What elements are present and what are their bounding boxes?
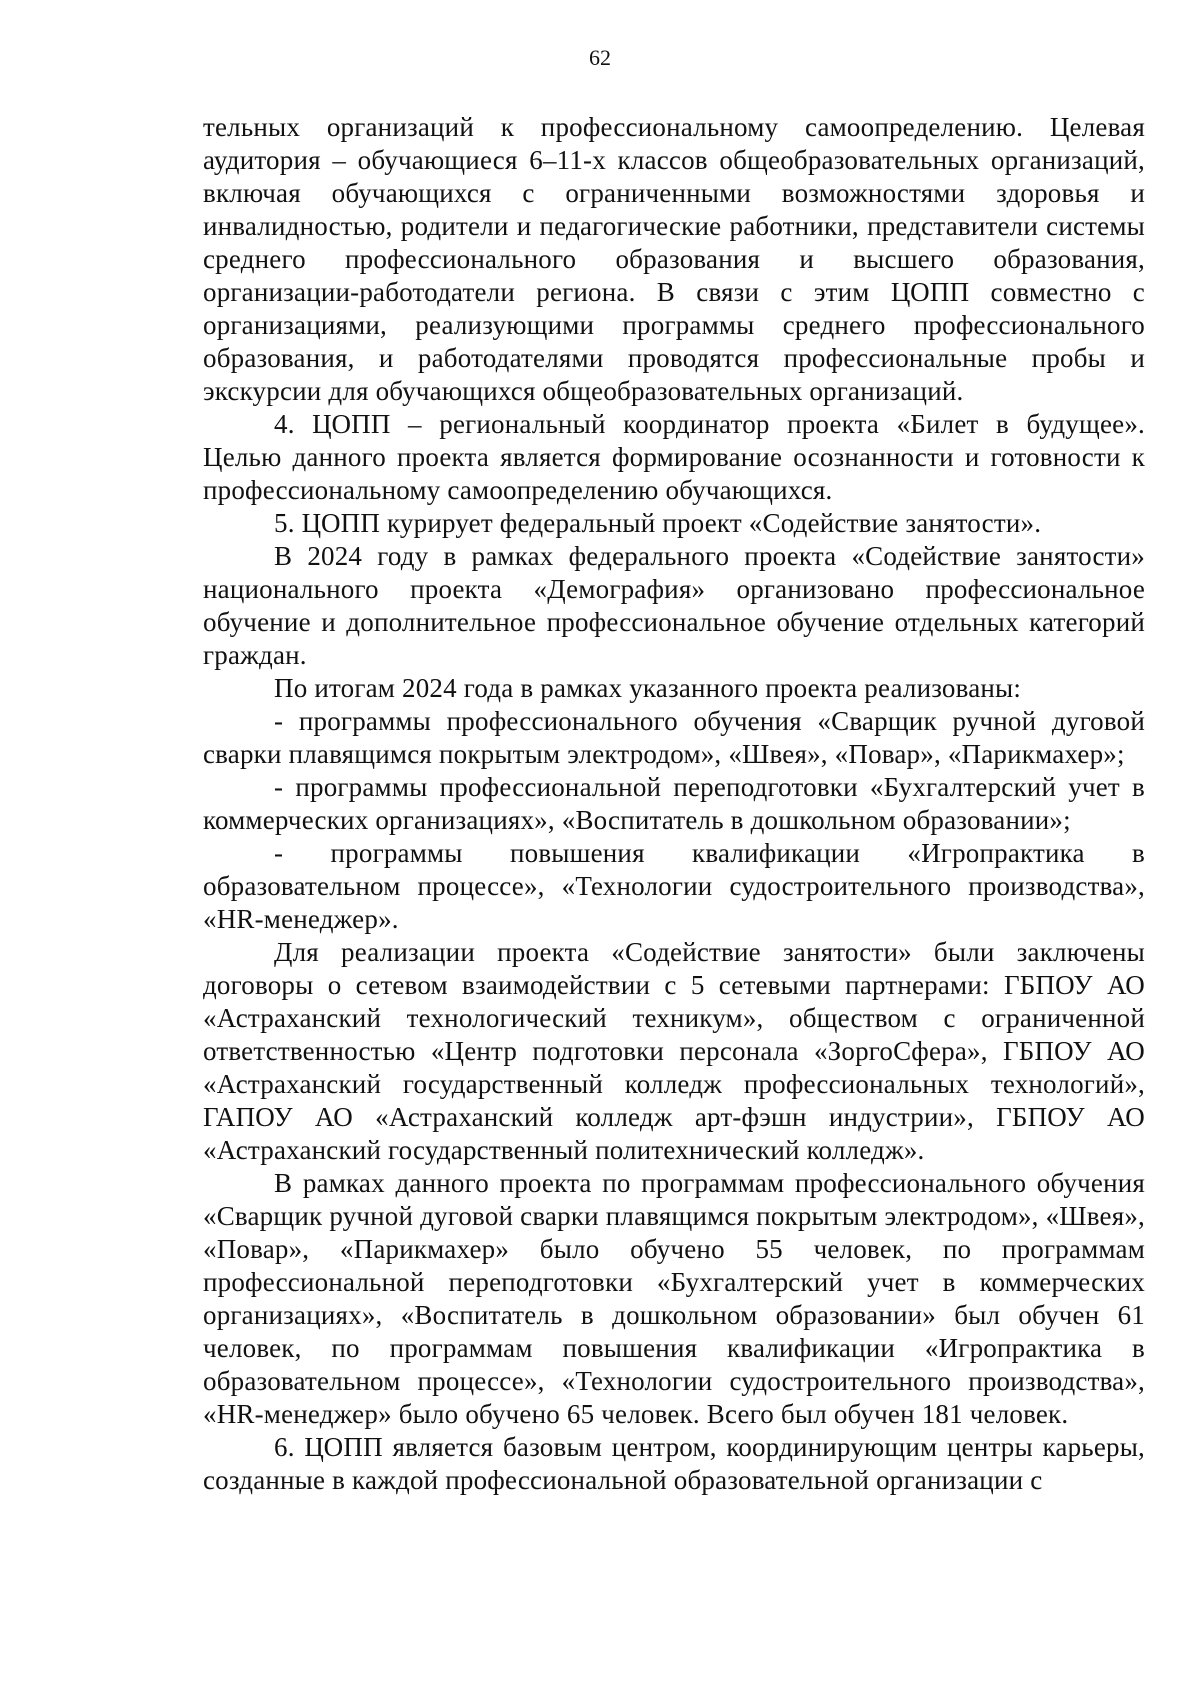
body-text — [203, 111, 1145, 1497]
paragraph-continuation: тельных организаций к профессиональному самоопределению. Целевая аудитория – обучающиеся 6–11-х классов общеобразовательных организаций, включая обучающихся с ограниченными возможностями здоровья и инвалидностью, родители и педагогические работники, представители системы среднего профессионального образования и высшего образования, организации-работодатели региона. В связи с этим ЦОПП совместно с организациями, реализующими программы среднего профессионального образования, и работодателями проводятся профессиональные пробы и экскурсии для обучающихся общеобразовательных организаций. — [203, 112, 1145, 406]
page-number: 62 — [589, 45, 611, 70]
list-item-qualification-programs: - программы повышения квалификации «Игропрактика в образовательном процессе», «Технологии судостроительного производства», «HR-менеджер». — [203, 838, 1145, 934]
paragraph-results-intro: По итогам 2024 года в рамках указанного проекта реализованы: — [274, 673, 1022, 703]
paragraph-training-totals: В рамках данного проекта по программам профессионального обучения «Сварщик ручной дуговой сварки плавящимся покрытым электродом», «Швея», «Повар», «Парикмахер» было обучено 55 человек, по программам профессиональной переподготовки «Бухгалтерский учет в коммерческих организациях», «Воспитатель в дошкольном образовании» был обучен 61 человек, по программам повышения квалификации «Игропрактика в образовательном процессе», «Технологии судостроительного производства», «HR-менеджер» было обучено 65 человек. Всего был обучен 181 человек. — [203, 1168, 1145, 1429]
paragraph-item-4: 4. ЦОПП – региональный координатор проекта «Билет в будущее». Целью данного проекта является формирование осознанности и готовности к профессиональному самоопределению обучающихся. — [203, 409, 1145, 505]
list-item-retraining-programs: - программы профессиональной переподготовки «Бухгалтерский учет в коммерческих организациях», «Воспитатель в дошкольном образовании»; — [203, 772, 1145, 835]
paragraph-2024-project: В 2024 году в рамках федерального проекта «Содействие занятости» национального проекта «Демография» организовано профессиональное обучение и дополнительное профессиональное обучение отдельных категорий граждан. — [203, 541, 1145, 670]
paragraph-item-6: 6. ЦОПП является базовым центром, координирующим центры карьеры, созданные в каждой профессиональной образовательной организации с — [203, 1432, 1145, 1495]
paragraph-network-partners: Для реализации проекта «Содействие занятости» были заключены договоры о сетевом взаимодействии с 5 сетевыми партнерами: ГБПОУ АО «Астраханский технологический техникум», обществом с ограниченной ответственностью «Центр подготовки персонала «ЗоргоСфера», ГБПОУ АО «Астраханский государственный колледж профессиональных технологий», ГАПОУ АО «Астраханский колледж арт-фэшн индустрии», ГБПОУ АО «Астраханский государственный политехнический колледж». — [203, 937, 1145, 1165]
paragraph-item-5: 5. ЦОПП курирует федеральный проект «Содействие занятости». — [274, 508, 1042, 538]
list-item-training-programs: - программы профессионального обучения «Сварщик ручной дуговой сварки плавящимся покрытым электродом», «Швея», «Повар», «Парикмахер»; — [203, 706, 1145, 769]
